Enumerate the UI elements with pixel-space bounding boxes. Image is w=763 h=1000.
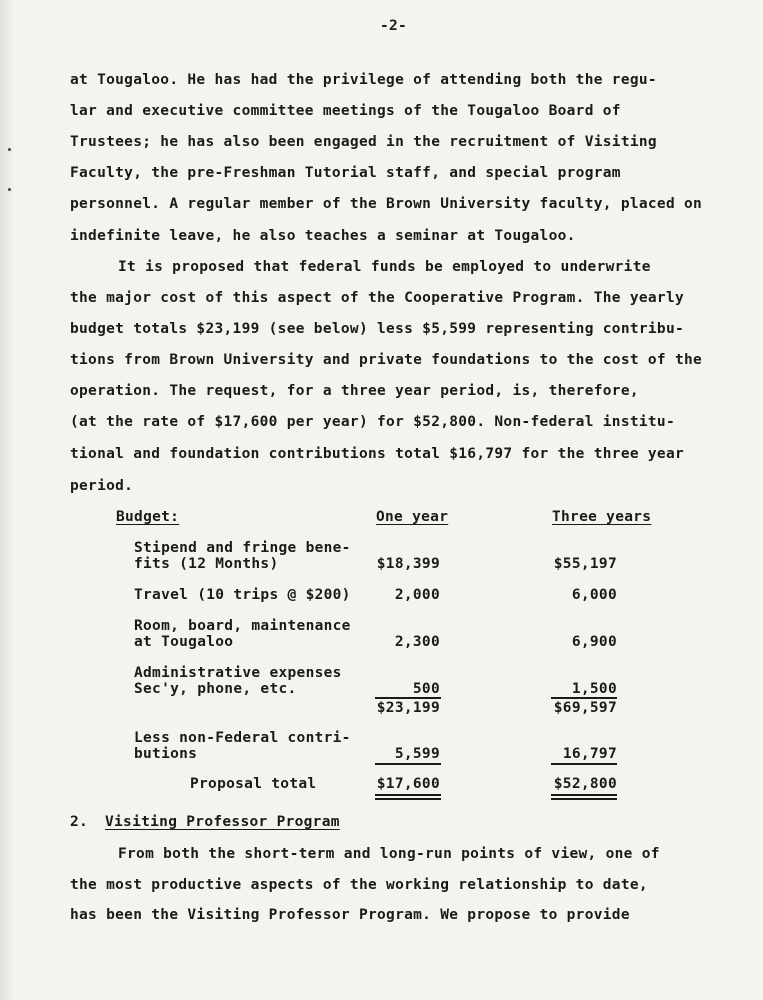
double-rule <box>551 798 617 800</box>
total-rule <box>551 763 617 765</box>
double-rule <box>551 794 617 796</box>
page-number: -2- <box>380 18 408 34</box>
paragraph-line: From both the short-term and long-run points of view, one of <box>118 846 660 862</box>
subtotal-three-years: $69,597 <box>553 700 617 716</box>
page-edge-shadow <box>0 0 14 1000</box>
margin-mark <box>8 148 11 151</box>
less-three-years-value: 16,797 <box>562 746 617 762</box>
paragraph-line: tional and foundation contributions total $16,797 for the three year <box>70 446 685 462</box>
budget-one-year-value: 2,300 <box>394 634 440 650</box>
paragraph-line: the major cost of this aspect of the Cooperative Program. The yearly <box>70 290 685 306</box>
paragraph-line: lar and executive committee meetings of the Tougaloo Board of <box>70 103 621 119</box>
proposal-total-label: Proposal total <box>190 776 317 792</box>
total-rule <box>375 763 441 765</box>
paragraph-line: It is proposed that federal funds be employed to underwrite <box>118 259 651 275</box>
budget-three-years-value: 6,000 <box>571 587 617 603</box>
budget-row-label: Less non-Federal contri- <box>134 730 351 746</box>
double-rule <box>375 798 441 800</box>
paragraph-line: Trustees; he has also been engaged in the recruitment of Visiting <box>70 134 657 150</box>
budget-row-label: Travel (10 trips @ $200) <box>134 587 351 603</box>
budget-row-label: Room, board, maintenance <box>134 618 351 634</box>
budget-three-years-value: $55,197 <box>553 556 617 572</box>
budget-row-label: Sec'y, phone, etc. <box>134 681 297 697</box>
paragraph-line: at Tougaloo. He has had the privilege of attending both the regu- <box>70 72 657 88</box>
budget-one-year-value: 2,000 <box>394 587 440 603</box>
budget-heading: Budget: <box>116 509 180 525</box>
paragraph-line: tions from Brown University and private foundations to the cost of the <box>70 352 703 368</box>
proposal-total-three-years: $52,800 <box>553 776 617 792</box>
budget-row-label: fits (12 Months) <box>134 556 279 572</box>
column-header-one-year: One year <box>376 509 449 525</box>
less-one-year-value: 5,599 <box>394 746 440 762</box>
paragraph-line: Faculty, the pre-Freshman Tutorial staff, and special program <box>70 165 621 181</box>
column-header-three-years: Three years <box>552 509 652 525</box>
paragraph-line: operation. The request, for a three year period, is, therefore, <box>70 383 639 399</box>
budget-one-year-value: 500 <box>412 681 440 697</box>
budget-row-label: butions <box>134 746 198 762</box>
paragraph-line: budget totals $23,199 (see below) less $5,599 representing contribu- <box>70 321 685 337</box>
double-rule <box>375 794 441 796</box>
proposal-total-one-year: $17,600 <box>376 776 440 792</box>
budget-one-year-value: $18,399 <box>376 556 440 572</box>
paragraph-line: (at the rate of $17,600 per year) for $52,800. Non-federal institu- <box>70 414 675 430</box>
subtotal-rule <box>551 697 617 699</box>
budget-row-label: Stipend and fringe bene- <box>134 540 351 556</box>
paragraph-line: indefinite leave, he also teaches a seminar at Tougaloo. <box>70 228 576 244</box>
budget-row-label: Administrative expenses <box>134 665 342 681</box>
subtotal-rule <box>375 697 441 699</box>
paragraph-line: the most productive aspects of the working relationship to date, <box>70 877 648 893</box>
budget-three-years-value: 6,900 <box>571 634 617 650</box>
subtotal-one-year: $23,199 <box>376 700 440 716</box>
paragraph-line: period. <box>70 478 134 494</box>
section-title: Visiting Professor Program <box>105 814 340 830</box>
paragraph-line: personnel. A regular member of the Brown University faculty, placed on <box>70 196 703 212</box>
margin-mark <box>8 188 11 191</box>
budget-row-label: at Tougaloo <box>134 634 234 650</box>
section-number: 2. <box>70 814 89 830</box>
paragraph-line: has been the Visiting Professor Program. We propose to provide <box>70 907 630 923</box>
budget-three-years-value: 1,500 <box>571 681 617 697</box>
